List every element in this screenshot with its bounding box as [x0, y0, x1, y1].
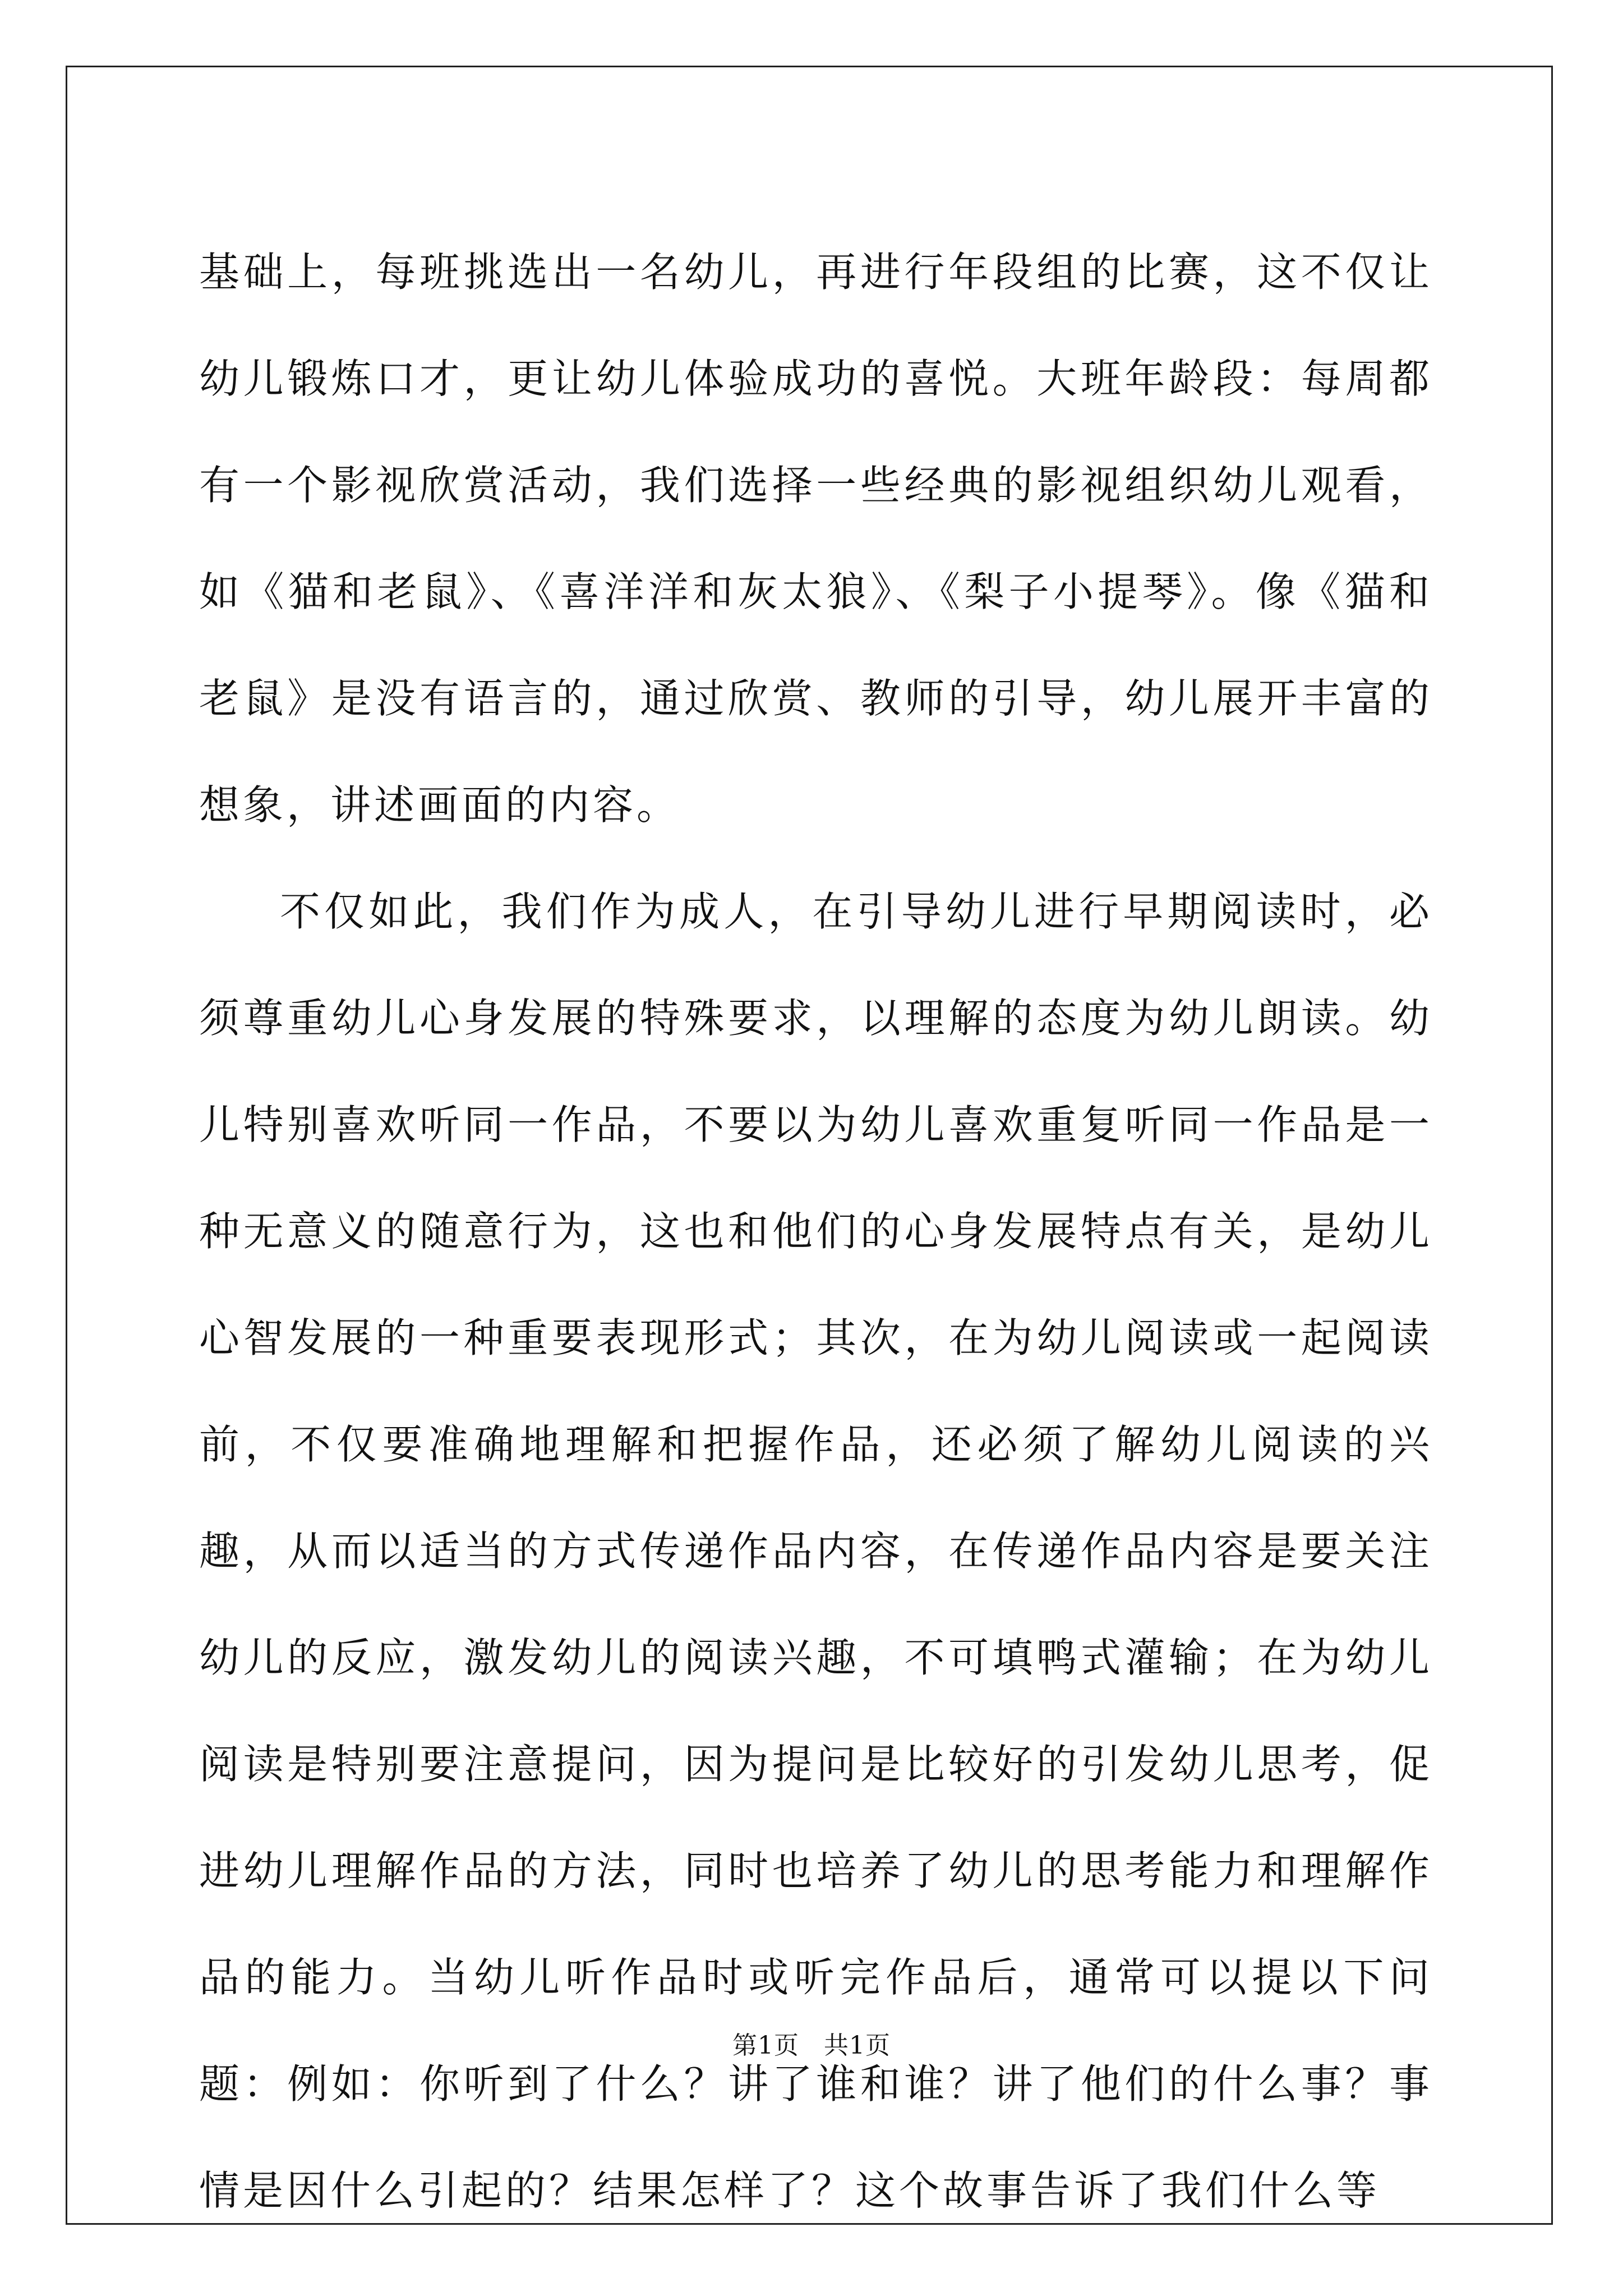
paragraph-1: 基础上，每班挑选出一名幼儿，再进行年段组的比赛，这不仅让幼儿锻炼口才，更让幼儿体验成功的喜悦。大班年龄段：每周都有一个影视欣赏活动，我们选择一些经典的影视组织幼儿观看，如《猫和老鼠》、《喜洋洋和灰太狼》、《梨子小提琴》。像《猫和老鼠》是没有语言的，通过欣赏、教师的引导，幼儿展开丰富的想象，讲述画面的内容。: [199, 249, 1433, 829]
page-footer: [0, 2025, 1623, 2061]
page-number: 第1页: [732, 2031, 799, 2060]
paragraph-2: 不仅如此，我们作为成人，在引导幼儿进行早期阅读时，必须尊重幼儿心身发展的特殊要求，以理解的态度为幼儿朗读。幼儿特别喜欢听同一作品，不要以为幼儿喜欢重复听同一作品是一种无意义的随意行为，这也和他们的心身发展特点有关，是幼儿心智发展的一种重要表现形式；其次，在为幼儿阅读或一起阅读前，不仅要准确地理解和把握作品，还必须了解幼儿阅读的兴趣，从而以适当的方式传递作品内容，在传递作品内容是要关注幼儿的反应，激发幼儿的阅读兴趣，不可填鸭式灌输；在为幼儿阅读是特别要注意提问，因为提问是比较好的引发幼儿思考，促进幼儿理解作品的方法，同时也培养了幼儿的思考能力和理解作品的能力。当幼儿听作品时或听完作品后，通常可以提以下问题：例如：你听到了什么？讲了谁和谁？讲了他们的什么事？事情是因什么引起的？结果怎样了？这个故事告诉了我们什么等: [199, 888, 1433, 2214]
page-total: 共1页: [824, 2031, 891, 2060]
document-body: [199, 219, 1433, 2244]
